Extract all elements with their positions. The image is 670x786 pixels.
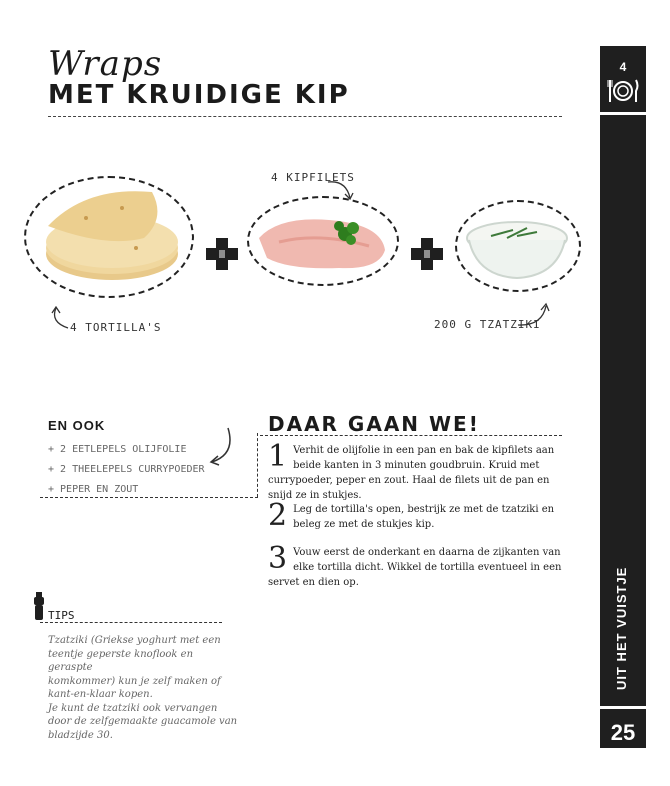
- ingredient-label-chicken: 4 KIPFILETS: [271, 171, 355, 184]
- recipe-script-title: Wraps: [48, 44, 163, 84]
- plus-icon: [409, 236, 445, 272]
- recipe-main-title: MET KRUIDIGE KIP: [48, 80, 350, 110]
- title-divider: [48, 116, 562, 117]
- page-number: 25: [610, 720, 636, 745]
- curved-arrow-icon: [206, 426, 236, 466]
- method-heading: DAAR GAAN WE!: [268, 412, 480, 436]
- list-item: + PEPER EN ZOUT: [48, 484, 139, 495]
- sidebar-divider-top: [600, 112, 646, 115]
- curved-arrow-icon: [326, 178, 356, 204]
- section-label: UIT HET VUISTJE: [614, 566, 629, 690]
- tips-text: [48, 634, 238, 742]
- sidebar-divider-bottom: [600, 706, 646, 709]
- tips-line: bladzijde 30.: [48, 729, 113, 741]
- tips-divider: [40, 622, 222, 623]
- extras-list: [48, 440, 205, 500]
- step-text: Leg de tortilla's open, bestrijk ze met de tzatziki en beleg ze met de stukjes kip.: [293, 504, 555, 530]
- tortilla-cutout: [24, 176, 194, 298]
- chicken-fillet-image: [249, 198, 397, 284]
- tortilla-image: [26, 178, 192, 296]
- tzatziki-cutout: [455, 200, 581, 292]
- chicken-cutout: [247, 196, 399, 286]
- method-step: [268, 541, 562, 590]
- tips-line: kant-en-klaar kopen.: [48, 689, 153, 700]
- pepper-mill-icon: [32, 592, 46, 622]
- step-number: 3: [268, 541, 288, 576]
- curved-arrow-icon: [516, 300, 550, 330]
- tips-label: TIPS: [48, 609, 75, 622]
- extras-divider: [40, 497, 258, 498]
- tips-line: door de zelfgemaakte guacamole van: [48, 716, 238, 727]
- method-step: [268, 439, 562, 503]
- step-text: Verhit de olijfolie in een pan en bak de kipfilets aan beide kanten in 3 minuten goudbruin. Kruid met currypoeder, peper en zout. Haal de filets uit de pan en snijd ze in stukjes.: [268, 445, 555, 501]
- chapter-number: 4: [619, 60, 627, 74]
- tips-line: komkommer) kun je zelf maken of: [48, 675, 221, 687]
- extras-heading: EN OOK: [48, 418, 106, 433]
- step-number: 1: [268, 439, 288, 474]
- tips-line: teentje geperste knoflook en geraspte: [48, 648, 194, 673]
- list-item: + 2 EETLEPELS OLIJFOLIE: [48, 444, 187, 455]
- tips-line: Je kunt de tzatziki ook vervangen: [48, 702, 218, 714]
- plus-icon: [204, 236, 240, 272]
- step-text: Vouw eerst de onderkant en daarna de zijkanten van elke tortilla dicht. Wikkel de tortilla eventueel in een servet en dien op.: [268, 547, 562, 588]
- ingredient-label-tzatziki: 200 G TZATZIKI: [434, 318, 541, 331]
- method-step: [268, 498, 562, 533]
- section-label-wrap: [600, 540, 646, 690]
- method-divider: [260, 435, 562, 436]
- step-number: 2: [268, 498, 288, 533]
- ingredient-label-tortilla: 4 TORTILLA'S: [70, 321, 162, 334]
- list-item: + 2 THEELEPELS CURRYPOEDER: [48, 464, 205, 475]
- tzatziki-bowl-image: [457, 202, 579, 290]
- extras-divider-vertical: [257, 433, 258, 497]
- tips-line: Tzatziki (Griekse yoghurt met een: [48, 635, 221, 646]
- plate-cutlery-icon: [607, 78, 639, 104]
